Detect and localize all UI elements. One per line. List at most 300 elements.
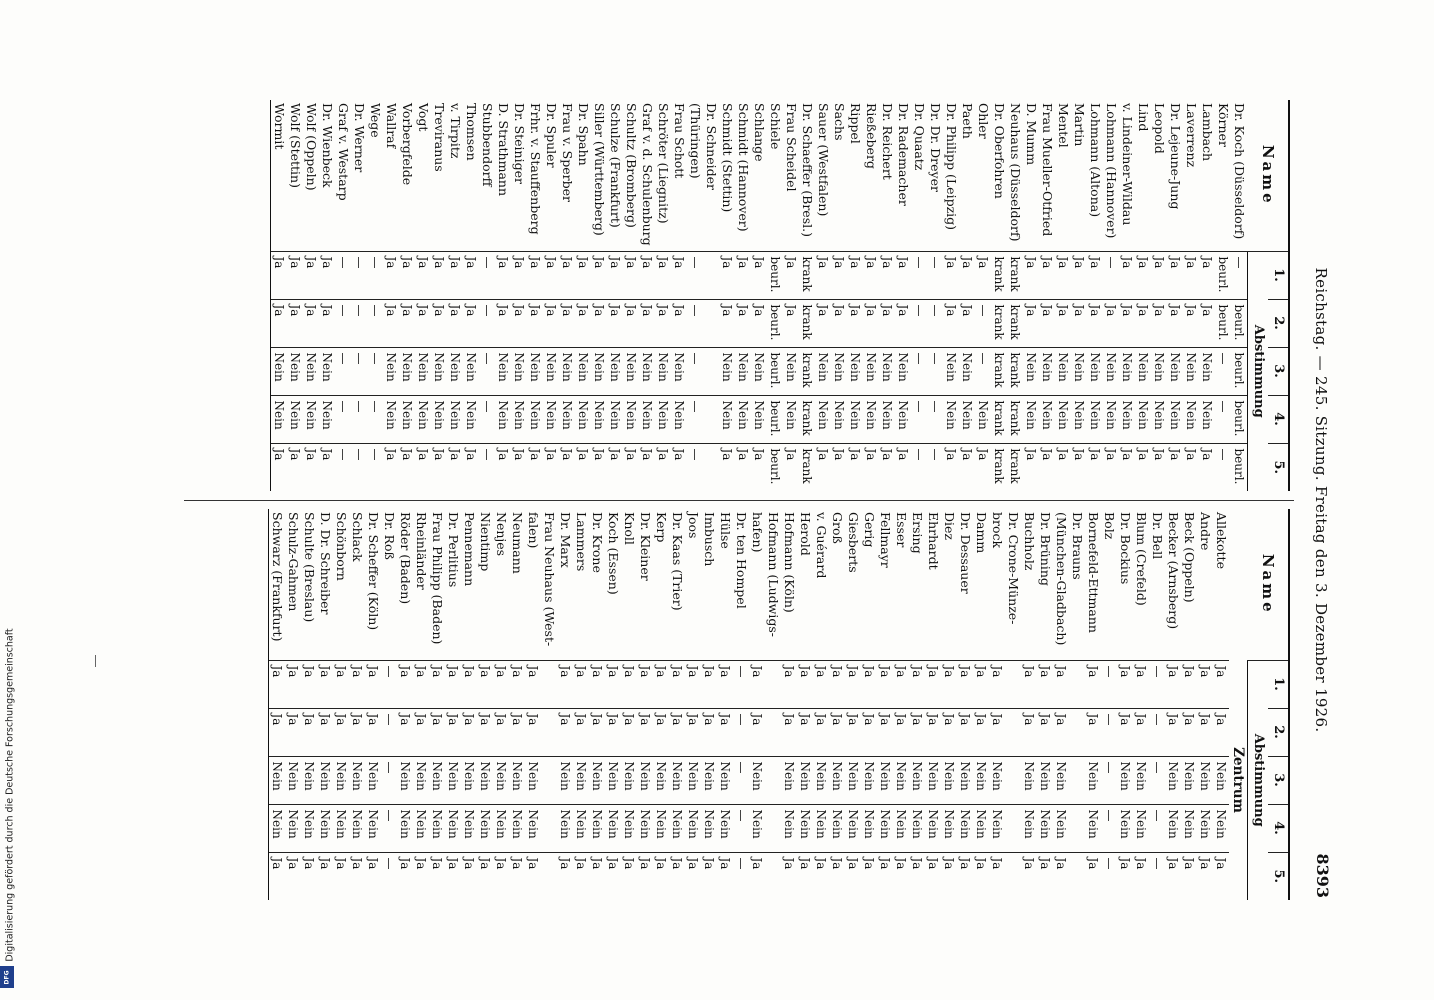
vote-cell: —	[927, 395, 943, 443]
vote-cell: Ja	[1117, 708, 1133, 756]
vote-cell: Nein	[573, 756, 589, 804]
vote-cell: Ja	[559, 251, 575, 299]
vote-cell: Ja	[1024, 448, 1038, 461]
vote-cell: Nein	[637, 756, 653, 804]
member-name: Bornefeld-Ettmann	[1085, 509, 1101, 660]
vote-cell: Ja	[509, 708, 525, 756]
member-name: Gerig	[861, 509, 877, 660]
vote-cell: Ja	[831, 299, 847, 347]
vote-cell: Nein	[1181, 756, 1197, 804]
member-name: Damm	[973, 509, 989, 660]
vote-cell: Ja	[959, 251, 975, 299]
vote-cell: Ja	[1167, 299, 1183, 347]
vote-cell: Ja	[863, 299, 879, 347]
vote-cell: Ja	[398, 857, 412, 870]
table-row	[765, 509, 781, 900]
vote-cell: Ja	[429, 660, 445, 708]
vote-cell: Nein	[861, 756, 877, 804]
vote-cell: Ja	[461, 660, 477, 708]
vote-cell: Ja	[622, 857, 636, 870]
table-row	[559, 100, 575, 491]
member-name: Frhr. v. Stauffenberg	[527, 100, 543, 251]
member-name: Laverrenz	[1183, 100, 1199, 251]
table-row	[989, 509, 1005, 900]
table-row	[333, 509, 349, 900]
vote-table	[268, 509, 1290, 900]
member-name: Dr. Koch (Düsseldorf)	[1231, 100, 1248, 251]
vote-cell: krank	[1007, 299, 1023, 347]
vote-cell: Ja	[1023, 299, 1039, 347]
vote-cell: Ja	[685, 708, 701, 756]
vote-cell: beurl.	[767, 395, 783, 443]
member-name: Dr. Schaeffer (Bresl.)	[799, 100, 815, 251]
document-page	[114, 100, 1334, 900]
table-row	[1005, 509, 1021, 900]
member-name: Wormit	[271, 100, 288, 251]
vote-cell: —	[927, 299, 943, 347]
vote-cell: beurl.	[1231, 395, 1248, 443]
vote-cell: Ja	[349, 708, 365, 756]
table-row	[445, 509, 461, 900]
table-row	[671, 100, 687, 491]
member-name: Leopold	[1151, 100, 1167, 251]
member-name: Neumann	[509, 509, 525, 660]
vote-cell: Ja	[797, 708, 813, 756]
vote-cell	[703, 395, 719, 443]
vote-group-header: Abstimmung	[1248, 660, 1269, 900]
table-row	[477, 509, 493, 900]
vote-cell: Ja	[781, 660, 797, 708]
vote-cell: krank	[991, 251, 1007, 299]
table-row	[461, 509, 477, 900]
vote-cell: —	[367, 395, 383, 443]
vote-cell: Ja	[814, 857, 828, 870]
member-name: Martin	[1071, 100, 1087, 251]
vote-cell: Nein	[1181, 804, 1197, 852]
vote-cell: Nein	[847, 347, 863, 395]
vote-cell: Nein	[909, 804, 925, 852]
vote-cell: Ja	[319, 251, 335, 299]
table-row	[607, 100, 623, 491]
vote-cell: Ja	[303, 299, 319, 347]
vote-cell: Ja	[845, 660, 861, 708]
vote-cell: beurl.	[1231, 347, 1248, 395]
vote-cell: Ja	[863, 251, 879, 299]
vote-cell: Ja	[1198, 857, 1212, 870]
table-row	[895, 100, 911, 491]
vote-cell: Ja	[1213, 660, 1229, 708]
vote-cell: Nein	[525, 756, 541, 804]
member-name: Frau Philipp (Baden)	[429, 509, 445, 660]
member-name: Andre	[1197, 509, 1213, 660]
vote-cell: Ja	[973, 708, 989, 756]
vote-cell: Ja	[269, 660, 286, 708]
table-row	[1167, 100, 1183, 491]
vote-cell: Nein	[749, 756, 765, 804]
table-row	[623, 100, 639, 491]
vote-cell: Nein	[973, 756, 989, 804]
vote-cell: Nein	[989, 804, 1005, 852]
table-row	[751, 100, 767, 491]
vote-cell: Nein	[303, 347, 319, 395]
vote-cell: Nein	[735, 347, 751, 395]
vote-cell: Ja	[847, 251, 863, 299]
vote-cell: Nein	[573, 804, 589, 852]
table-row	[349, 509, 365, 900]
table-row	[637, 509, 653, 900]
vote-cell: Ja	[271, 251, 288, 299]
vote-cell: Ja	[1183, 251, 1199, 299]
vote-cell: krank	[991, 299, 1007, 347]
vote-cell: Ja	[958, 857, 972, 870]
table-row	[367, 100, 383, 491]
vote-cell: Nein	[847, 395, 863, 443]
vote-cell: Ja	[477, 708, 493, 756]
vote-cell: Ja	[559, 299, 575, 347]
member-name: (München-Gladbach)	[1053, 509, 1069, 660]
vote-cell: Ja	[1200, 448, 1214, 461]
vote-number-header: 4.	[1268, 395, 1289, 443]
vote-cell: —	[351, 251, 367, 299]
vote-cell: Nein	[1199, 395, 1215, 443]
vote-cell: Ja	[637, 660, 653, 708]
vote-cell: Ja	[1104, 448, 1118, 461]
table-row	[1181, 509, 1197, 900]
vote-cell: Ja	[496, 448, 510, 461]
vote-cell: Ja	[558, 857, 572, 870]
vote-cell: Ja	[574, 857, 588, 870]
vote-cell: Nein	[285, 756, 301, 804]
table-row	[975, 100, 991, 491]
vote-cell: —	[1215, 395, 1231, 443]
vote-cell: Ja	[445, 660, 461, 708]
vote-cell: Ja	[413, 708, 429, 756]
member-name: Wege	[367, 100, 383, 251]
vote-cell	[541, 756, 557, 804]
vote-cell: krank	[800, 448, 814, 484]
member-name: Graf v. d. Schulenburg	[639, 100, 655, 251]
member-name: Blum (Crefeld)	[1133, 509, 1149, 660]
vote-cell: Nein	[671, 347, 687, 395]
vote-cell: Ja	[1151, 299, 1167, 347]
vote-cell: Ja	[1088, 448, 1102, 461]
vote-cell: —	[1149, 756, 1165, 804]
name-column-header: Name	[1248, 100, 1290, 251]
vote-cell: Ja	[1135, 299, 1151, 347]
vote-cell: Ja	[607, 299, 623, 347]
table-row	[303, 100, 319, 491]
table-row	[717, 509, 733, 900]
vote-cell: Ja	[512, 448, 526, 461]
vote-cell: Ja	[943, 251, 959, 299]
vote-cell: Ja	[1039, 251, 1055, 299]
vote-cell: Ja	[605, 708, 621, 756]
vote-cell: krank	[799, 347, 815, 395]
vote-cell: Nein	[575, 347, 591, 395]
vote-number-header: 1.	[1268, 660, 1289, 708]
vote-cell: Nein	[1183, 347, 1199, 395]
vote-cell: Ja	[624, 448, 638, 461]
vote-cell: Ja	[829, 660, 845, 708]
vote-cell: —	[1101, 660, 1117, 708]
table-row	[301, 509, 317, 900]
vote-cell	[765, 756, 781, 804]
vote-cell: Nein	[893, 756, 909, 804]
vote-cell: Ja	[573, 660, 589, 708]
member-name: Schmidt (Stettin)	[719, 100, 735, 251]
member-name: Frau Schott	[671, 100, 687, 251]
vote-cell: Nein	[559, 347, 575, 395]
vote-cell: krank	[1007, 395, 1023, 443]
vote-cell: Ja	[1072, 448, 1086, 461]
member-name: Allekotte	[1213, 509, 1229, 660]
member-name: Siller (Württemberg)	[591, 100, 607, 251]
member-name: Hofmann (Köln)	[781, 509, 797, 660]
vote-cell: Nein	[431, 347, 447, 395]
vote-cell: Ja	[1103, 299, 1119, 347]
vote-cell: Nein	[813, 756, 829, 804]
vote-cell: Nein	[653, 804, 669, 852]
vote-cell: —	[733, 804, 749, 852]
member-name: Dr. Krone	[589, 509, 605, 660]
vote-cell: Ja	[384, 448, 398, 461]
vote-cell: Ja	[1184, 448, 1198, 461]
table-row	[1133, 509, 1149, 900]
vote-cell: Ja	[1087, 299, 1103, 347]
vote-cell: Nein	[1117, 756, 1133, 804]
vote-cell: Nein	[829, 756, 845, 804]
vote-cell: —	[336, 448, 350, 461]
vote-cell: Nein	[303, 395, 319, 443]
vote-cell: Nein	[669, 804, 685, 852]
table-row	[845, 509, 861, 900]
vote-cell: Nein	[1087, 395, 1103, 443]
vote-cell: Nein	[445, 756, 461, 804]
vote-cell: Nein	[509, 804, 525, 852]
member-name: Dr. Wienbeck	[319, 100, 335, 251]
vote-cell: —	[927, 347, 943, 395]
vote-cell: —	[687, 395, 703, 443]
vote-cell: Nein	[685, 756, 701, 804]
vote-cell: —	[351, 299, 367, 347]
member-name: Knoll	[621, 509, 637, 660]
vote-cell: Nein	[1197, 756, 1213, 804]
vote-cell: Nein	[287, 347, 303, 395]
vote-cell: —	[734, 857, 748, 870]
table-row	[639, 100, 655, 491]
vote-cell: Ja	[735, 299, 751, 347]
vote-cell: Ja	[847, 299, 863, 347]
table-row	[1085, 509, 1101, 900]
vote-cell: Ja	[605, 660, 621, 708]
table-row	[1165, 509, 1181, 900]
vote-cell: Ja	[287, 251, 303, 299]
table-row	[1053, 509, 1069, 900]
vote-cell: —	[367, 347, 383, 395]
vote-cell: —	[1149, 660, 1165, 708]
table-row	[335, 100, 351, 491]
vote-cell: Nein	[1071, 395, 1087, 443]
vote-cell: Ja	[909, 660, 925, 708]
vote-cell: Nein	[607, 347, 623, 395]
vote-cell: Ja	[702, 857, 716, 870]
vote-cell: Ja	[1133, 708, 1149, 756]
vote-cell: Ja	[623, 299, 639, 347]
member-name: Schlack	[349, 509, 365, 660]
vote-cell: Ja	[654, 857, 668, 870]
table-row	[749, 509, 765, 900]
table-row	[1197, 509, 1213, 900]
vote-cell: —	[352, 448, 366, 461]
table-row	[381, 509, 397, 900]
table-row	[1021, 509, 1037, 900]
member-name: Rippel	[847, 100, 863, 251]
vote-cell: Ja	[303, 251, 319, 299]
vote-cell: —	[351, 347, 367, 395]
vote-cell: Ja	[319, 299, 335, 347]
vote-cell: Nein	[589, 756, 605, 804]
vote-cell: Nein	[1021, 756, 1037, 804]
vote-cell: —	[927, 251, 943, 299]
member-name: Bolz	[1101, 509, 1117, 660]
vote-cell: Ja	[639, 299, 655, 347]
vote-cell: Nein	[701, 756, 717, 804]
vote-cell: Nein	[383, 395, 399, 443]
vote-cell: Ja	[288, 448, 302, 461]
vote-cell: Nein	[735, 395, 751, 443]
vote-cell: Ja	[864, 448, 878, 461]
vote-cell: —	[733, 660, 749, 708]
vote-cell: Ja	[511, 299, 527, 347]
vote-cell	[541, 708, 557, 756]
vote-cell: Ja	[1038, 857, 1052, 870]
vote-cell: Ja	[671, 299, 687, 347]
vote-cell: Nein	[1037, 804, 1053, 852]
vote-cell: Ja	[430, 857, 444, 870]
vote-cell: Ja	[269, 708, 286, 756]
vote-cell: Ja	[669, 660, 685, 708]
vote-cell	[541, 660, 557, 708]
vote-cell: Nein	[1103, 395, 1119, 443]
vote-cell: Ja	[365, 708, 381, 756]
vote-cell: Nein	[1055, 395, 1071, 443]
vote-cell: —	[382, 857, 396, 870]
vote-cell: Nein	[429, 804, 445, 852]
vote-cell: Nein	[925, 804, 941, 852]
vote-cell: Nein	[749, 804, 765, 852]
vote-cell: Ja	[846, 857, 860, 870]
vote-cell: Ja	[1199, 299, 1215, 347]
vote-cell: Nein	[623, 395, 639, 443]
vote-cell: Ja	[573, 708, 589, 756]
vote-cell: —	[911, 347, 927, 395]
vote-cell: Ja	[862, 857, 876, 870]
vote-cell: Ja	[752, 448, 766, 461]
name-column-header: Name	[1248, 509, 1290, 660]
vote-cell: krank	[1007, 347, 1023, 395]
vote-cell: Nein	[333, 756, 349, 804]
vote-cell: Ja	[1055, 251, 1071, 299]
table-row	[941, 509, 957, 900]
vote-cell: Nein	[943, 395, 959, 443]
table-row	[541, 509, 557, 900]
vote-cell: Nein	[1021, 804, 1037, 852]
table-row	[319, 100, 335, 491]
member-name: Esser	[893, 509, 909, 660]
vote-cell: Nein	[959, 347, 975, 395]
table-row	[493, 509, 509, 900]
vote-cell: Nein	[957, 804, 973, 852]
vote-cell: Ja	[1214, 857, 1228, 870]
member-name: Dr. Perlitius	[445, 509, 461, 660]
vote-cell: Nein	[607, 395, 623, 443]
table-body	[269, 509, 1248, 900]
vote-cell: Ja	[463, 251, 479, 299]
vote-cell: Nein	[317, 804, 333, 852]
vote-cell: Ja	[784, 448, 798, 461]
vote-cell: Ja	[1168, 448, 1182, 461]
vote-cell: Ja	[447, 299, 463, 347]
vote-cell: Nein	[463, 347, 479, 395]
table-row	[557, 509, 573, 900]
vote-group-header: Abstimmung	[1248, 251, 1269, 491]
vote-cell: Ja	[1135, 251, 1151, 299]
vote-cell: —	[1149, 804, 1165, 852]
member-name: Dr. Quaatz	[911, 100, 927, 251]
vote-cell: Ja	[608, 448, 622, 461]
vote-cell: —	[687, 299, 703, 347]
vote-cell: Nein	[863, 395, 879, 443]
vote-cell: Ja	[478, 857, 492, 870]
vote-cell: Ja	[528, 448, 542, 461]
table-row	[973, 509, 989, 900]
vote-cell: Ja	[848, 448, 862, 461]
table-row	[767, 100, 783, 491]
vote-cell: Ja	[957, 660, 973, 708]
vote-cell: Ja	[591, 251, 607, 299]
table-row	[829, 509, 845, 900]
table-row	[991, 100, 1007, 491]
vote-cell: Ja	[399, 299, 415, 347]
member-name: Dr. Crone-Münze-	[1005, 509, 1021, 660]
vote-cell	[703, 299, 719, 347]
table-row	[1149, 509, 1165, 900]
vote-cell: Ja	[653, 708, 669, 756]
vote-cell: Ja	[1134, 857, 1148, 870]
vote-cell: Ja	[446, 857, 460, 870]
member-name: Joos	[685, 509, 701, 660]
member-name: Lohmann (Altona)	[1087, 100, 1103, 251]
member-name: Wolf (Oppeln)	[303, 100, 319, 251]
vote-cell: Ja	[831, 251, 847, 299]
member-name: Dr. Rademacher	[895, 100, 911, 251]
vote-cell: Nein	[495, 395, 511, 443]
vote-cell	[1069, 708, 1085, 756]
vote-cell: Nein	[879, 347, 895, 395]
vote-cell: Nein	[269, 756, 286, 804]
vote-cell: Ja	[1181, 708, 1197, 756]
vote-cell: Nein	[511, 347, 527, 395]
vote-cell: Ja	[286, 857, 300, 870]
vote-cell: Ja	[959, 299, 975, 347]
member-name: Röder (Baden)	[397, 509, 413, 660]
vote-cell: Nein	[813, 804, 829, 852]
table-row	[589, 509, 605, 900]
vote-cell: Nein	[957, 756, 973, 804]
vote-cell: Ja	[285, 660, 301, 708]
stray-mark	[95, 655, 96, 667]
member-name: Lohmann (Hannover)	[1103, 100, 1119, 251]
